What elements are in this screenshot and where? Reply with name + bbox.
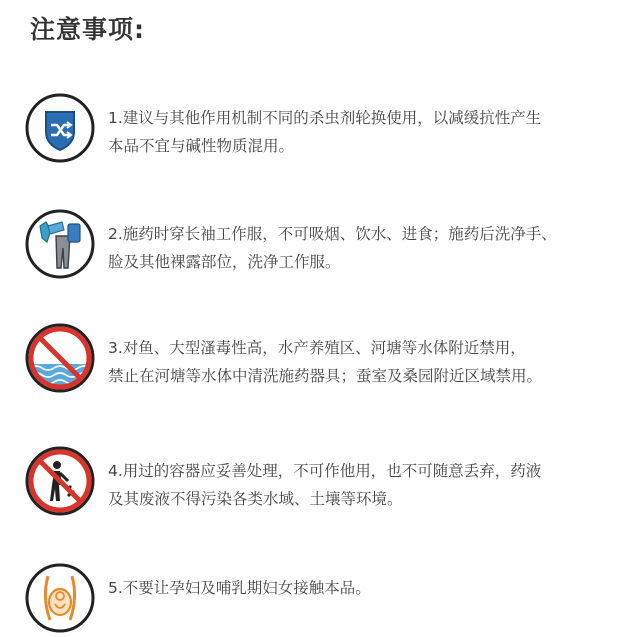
item-line: 1.建议与其他作用机制不同的杀虫剂轮换使用，以减缓抗性产生	[108, 109, 542, 127]
no-water-pollution-icon	[24, 322, 96, 394]
item-line: 禁止在河塘等水体中清洗施药器具；蚕室及桑园附近区域禁用。	[108, 367, 543, 385]
list-item	[24, 322, 604, 402]
list-item	[24, 208, 604, 288]
list-item	[24, 92, 604, 172]
no-littering-icon	[24, 445, 96, 517]
item-line: 2.施药时穿长袖工作服，不可吸烟、饮水、进食；施药后洗净手、	[108, 225, 557, 243]
protective-clothing-icon	[24, 208, 96, 280]
page-title: 注意事项:	[30, 15, 145, 44]
item-text	[108, 457, 604, 513]
item-line: 4.用过的容器应妥善处理，不可作他用，也不可随意丢弃，药液	[108, 462, 542, 480]
list-item	[24, 562, 604, 637]
item-line: 3.对鱼、大型溞毒性高，水产养殖区、河塘等水体附近禁用，	[108, 339, 526, 357]
item-text	[108, 334, 604, 390]
item-line: 脸及其他裸露部位，洗净工作服。	[108, 253, 341, 271]
item-text	[108, 574, 604, 602]
shield-shuffle-icon	[24, 92, 96, 164]
item-line: 及其废液不得污染各类水域、土壤等环境。	[108, 490, 403, 508]
pregnant-woman-icon	[24, 562, 96, 634]
item-line: 本品不宜与碱性物质混用。	[108, 137, 295, 155]
item-text	[108, 104, 604, 160]
item-line: 5.不要让孕妇及哺乳期妇女接触本品。	[108, 579, 371, 597]
list-item	[24, 445, 604, 525]
item-text	[108, 220, 604, 276]
